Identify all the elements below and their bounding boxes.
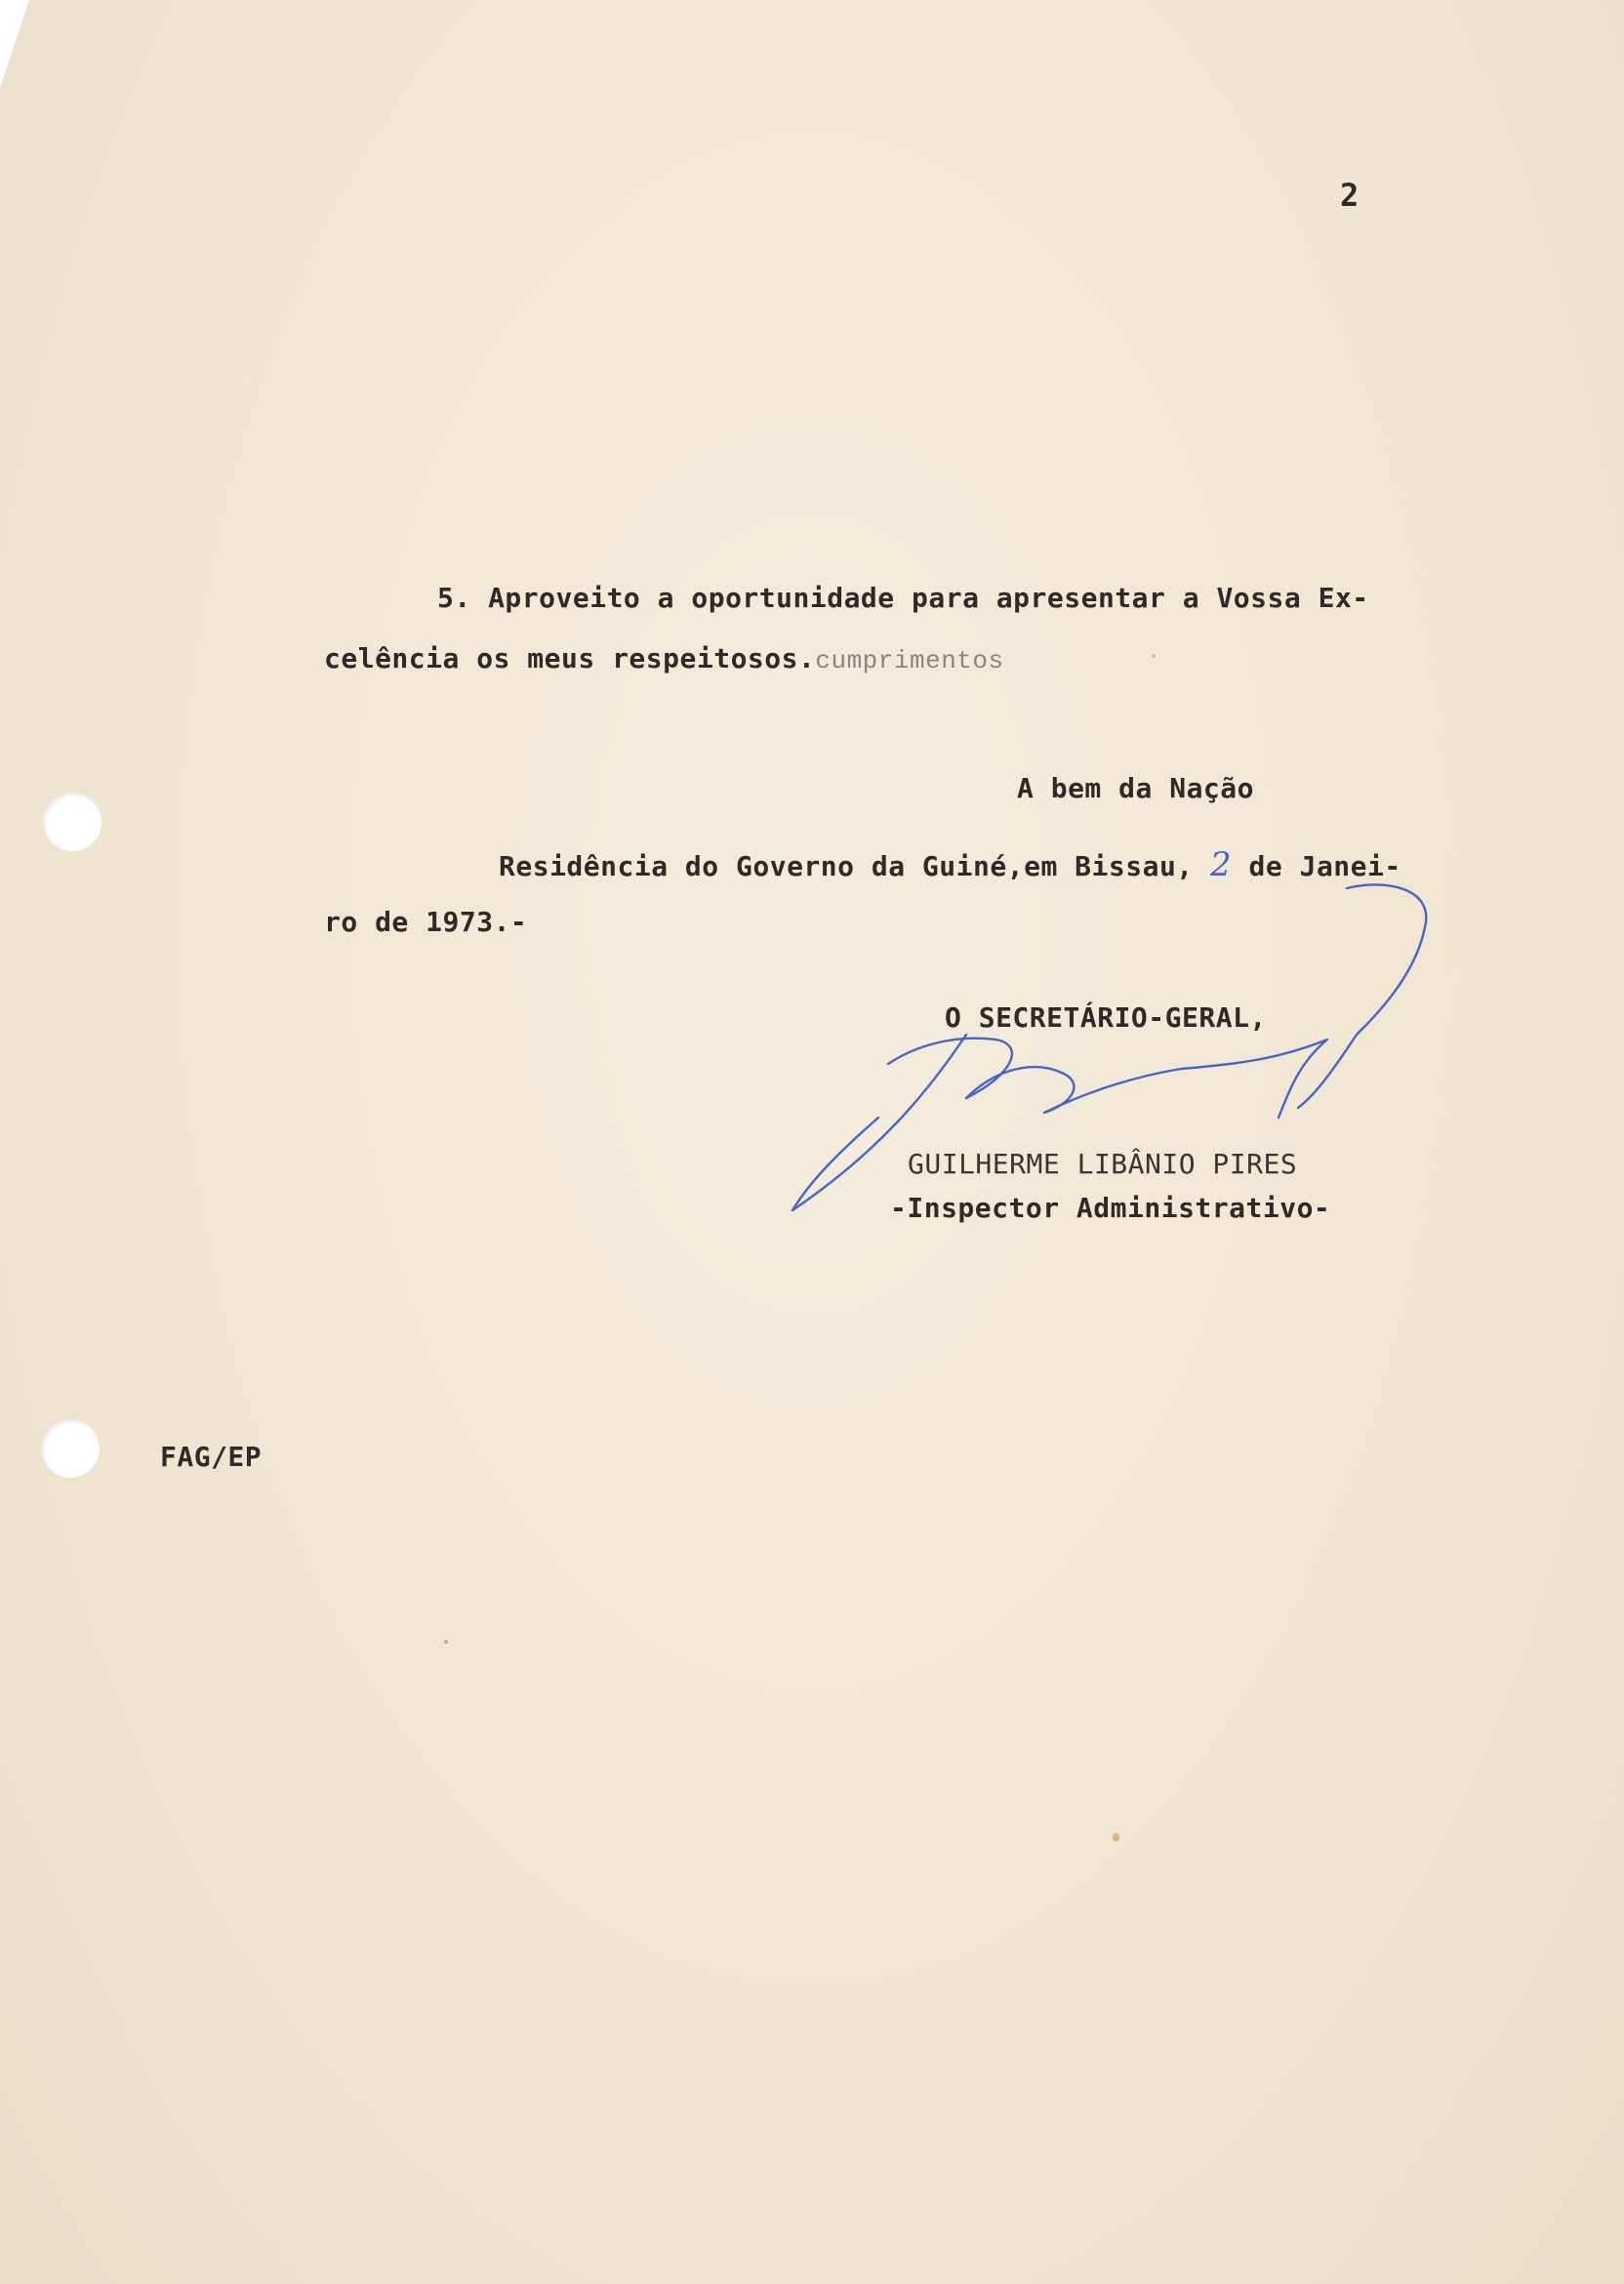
- signature-underline: [792, 1035, 966, 1210]
- valediction: A bem da Nação: [1017, 772, 1255, 804]
- signatory-role: -Inspector Administrativo-: [890, 1192, 1331, 1224]
- paper-speck: [1113, 1833, 1119, 1842]
- torn-corner: [0, 0, 29, 88]
- page-number: 2: [1340, 177, 1360, 214]
- handwritten-day: 2: [1210, 845, 1233, 884]
- place-date-after: de Janei-: [1232, 850, 1401, 882]
- signature-body: [888, 1039, 1327, 1118]
- paragraph-line-2: [324, 642, 1004, 675]
- handwritten-signature: [771, 869, 1454, 1240]
- place-date-line-2: ro de 1973.-: [324, 906, 528, 938]
- paragraph-line-2-typed: celência os meus respeitosos.: [324, 642, 816, 674]
- paragraph-line-2-light: cumprimentos: [815, 646, 1004, 675]
- reference-initials: FAG/EP: [160, 1441, 263, 1473]
- signature-loop: [1298, 884, 1426, 1108]
- punch-hole-lower: [41, 1419, 100, 1478]
- paper-speck: [1152, 654, 1156, 658]
- signatory-title: O SECRETÁRIO-GERAL,: [945, 1001, 1267, 1034]
- signatory-name: GUILHERME LIBÂNIO PIRES: [908, 1148, 1298, 1180]
- place-date-before: Residência do Governo da Guiné,em Bissau,: [499, 850, 1211, 882]
- paragraph-line-1: 5. Aproveito a oportunidade para apresentar a Vossa Ex-: [437, 582, 1369, 614]
- punch-hole-upper: [43, 793, 102, 851]
- paper-speck: [444, 1640, 448, 1644]
